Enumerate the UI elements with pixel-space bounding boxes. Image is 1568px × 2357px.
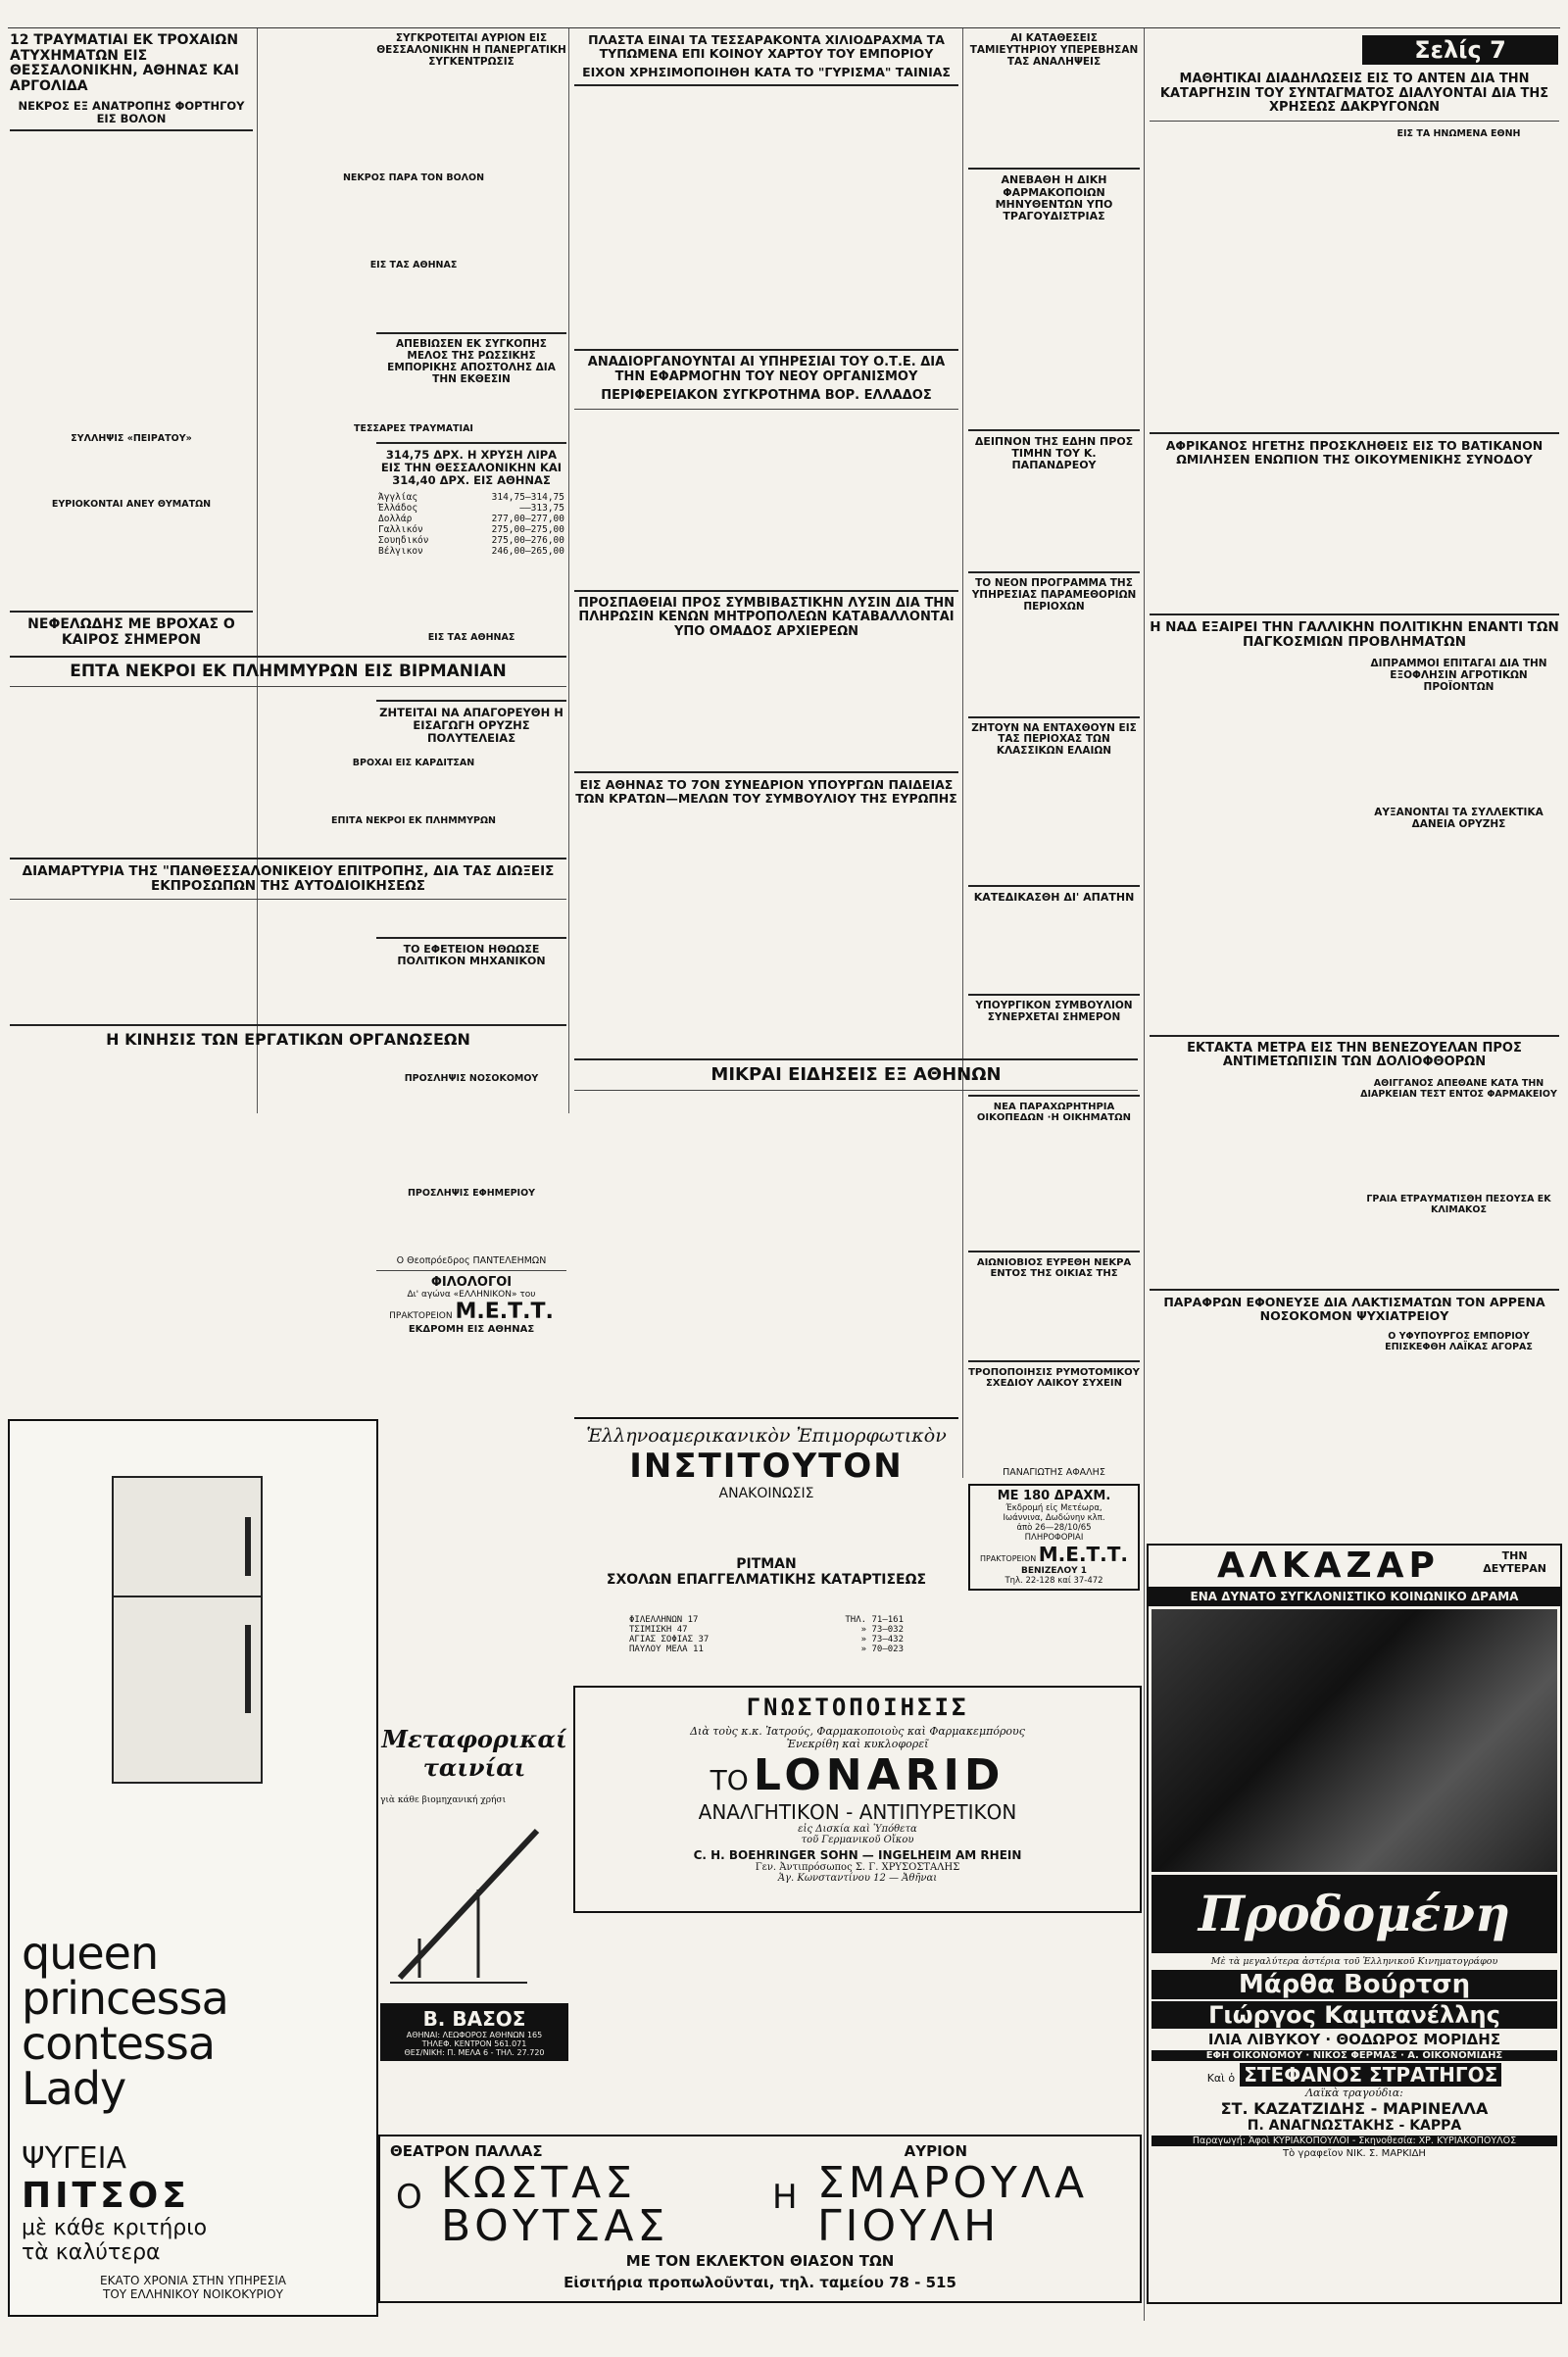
ad-line: Λαϊκὰ τραγούδια: bbox=[1305, 2087, 1403, 2099]
subheading: ΤΕΣΣΑΡΕΣ ΤΡΑΥΜΑΤΙΑΙ bbox=[354, 423, 473, 434]
vasos-ad bbox=[380, 1725, 568, 2102]
ad-phone: ΤΗΛΕΦ. ΚΕΝΤΡΟΝ 561.071 bbox=[421, 2039, 527, 2048]
ad-title: ΓΝΩΣΤΟΠΟΙΗΣΙΣ bbox=[746, 1694, 969, 1721]
rate-row: Άγγλίας 314,75—314,75 bbox=[378, 491, 564, 503]
ad-address: ΒΕΝΙΖΕΛΟΥ 1 bbox=[1020, 1565, 1088, 1576]
actor-name: ΓΙΟΥΛΗ bbox=[817, 2201, 1001, 2251]
cast-line: ΜΕ ΤΟΝ ΕΚΛΕΚΤΟΝ ΘΙΑΣΟΝ ΤΩΝ bbox=[625, 2252, 895, 2270]
subheading: ΠΡΟΣΛΗΨΙΣ ΕΦΗΜΕΡΙΟΥ bbox=[407, 1188, 536, 1200]
ad-line: Έκδρομή εἰς Μετέωρα, bbox=[1005, 1502, 1102, 1513]
headline: ΑΝΕΒΑΘΗ Η ΔΙΚΗ ΦΑΡΜΑΚΟΠΟΙΩΝ ΜΗΝΥΘΕΝΤΩΝ ΥΠΟ ΤΡΑΓΟΥΔΙΣΤΡΙΑΣ bbox=[995, 173, 1113, 223]
show-date: ΤΗΝ bbox=[1501, 1549, 1528, 1562]
singers: Π. ΑΝΑΓΝΩΣΤΑΚΗΣ - ΚΑΡΡΑ bbox=[1247, 2118, 1462, 2134]
show-date: ΑΥΡΙΟΝ bbox=[904, 2142, 967, 2160]
headline: 12 ΤΡΑΥΜΑΤΙΑΙ ΕΚ ΤΡΟΧΑΙΩΝ ΑΤΥΧΗΜΑΤΩΝ ΕΙΣ ΘΕΣΣΑΛΟΝΙΚΗΝ, ΑΘΗΝΑΣ ΚΑΙ ΑΡΓΟΛΙΔΑ bbox=[10, 32, 239, 95]
headline: ΑΙΩΝΙΟΒΙΟΣ ΕΥΡΕΘΗ ΝΕΚΡΑ ΕΝΤΟΣ ΤΗΣ ΟΙΚΙΑΣ ΤΗΣ bbox=[976, 1257, 1132, 1280]
headline: ΝΕΦΕΛΩΔΗΣ ΜΕ ΒΡΟΧΑΣ Ο ΚΑΙΡΟΣ ΣΗΜΕΡΟΝ bbox=[27, 616, 235, 649]
ad-line: ΨΥΓΕΙΑ bbox=[22, 2141, 126, 2176]
ad-tag: ΕΚΔΡΟΜΗ ΕΙΣ ΑΘΗΝΑΣ bbox=[408, 1324, 535, 1336]
ad-footer: ΤΟΥ ΕΛΛΗΝΙΚΟΥ ΝΟΙΚΟΚΥΡΙΟΥ bbox=[103, 2287, 283, 2301]
headline: ΔΙΑΜΑΡΤΥΡΙΑ ΤΗΣ "ΠΑΝΘΕΣΣΑΛΟΝΙΚΕΙΟΥ ΕΠΙΤΡΟΠΗΣ, ΔΙΑ ΤΑΣ ΔΙΩΞΕΙΣ ΕΚΠΡΟΣΩΠΩΝ ΤΗΣ ΑΥΤΟΔΙΟΙΚΗΣΕΩΣ bbox=[22, 863, 555, 895]
headline: Η ΝΑΔ ΕΞΑΙΡΕΙ ΤΗΝ ΓΑΛΛΙΚΗΝ ΠΟΛΙΤΙΚΗΝ ΕΝΑΝΤΙ ΤΩΝ ΠΑΓΚΟΣΜΙΩΝ ΠΡΟΒΛΗΜΑΤΩΝ bbox=[1150, 618, 1559, 650]
headline: ΤΟ ΕΦΕΤΕΙΟΝ ΗΘΩΩΣΕ ΠΟΛΙΤΙΚΟΝ ΜΗΧΑΝΙΚΟΝ bbox=[397, 942, 546, 967]
headline: ΔΕΙΠΝΟΝ ΤΗΣ ΕΔΗΝ ΠΡΟΣ ΤΙΜΗΝ ΤΟΥ Κ. ΠΑΠΑΝΔΡΕΟΥ bbox=[974, 434, 1134, 472]
philology-ad bbox=[376, 1275, 566, 1335]
headline: 314,75 ΔΡΧ. Η ΧΡΥΣΗ ΛΙΡΑ ΕΙΣ ΤΗΝ ΘΕΣΣΑΛΟΝΙΚΗΝ ΚΑΙ 314,40 ΔΡΧ. ΕΙΣ ΑΘΗΝΑΣ bbox=[380, 448, 563, 487]
subheading: ΓΡΑΙΑ ΕΤΡΑΥΜΑΤΙΣΘΗ ΠΕΣΟΥΣΑ ΕΚ ΚΛΙΜΑΚΟΣ bbox=[1366, 1193, 1551, 1215]
actor-name: ΚΩΣΤΑΣ bbox=[441, 2158, 637, 2208]
poster-photo bbox=[1152, 1609, 1557, 1872]
film-title: Προδομένη bbox=[1152, 1875, 1557, 1953]
product-name: LONARID bbox=[753, 1750, 1005, 1800]
rate-row: Βέλγικον 246,00—265,00 bbox=[378, 545, 564, 557]
pitsos-fridge-ad bbox=[8, 1419, 378, 2317]
ad-address: ΘΕΣ/ΝΙΚΗ: Π. ΜΕΛΑ 6 - ΤΗΛ. 27.720 bbox=[404, 2048, 545, 2057]
ad-address: ΑΘΗΝΑΙ: ΛΕΩΦΟΡΟΣ ΑΘΗΝΩΝ 165 bbox=[406, 2031, 543, 2039]
subheading: ΑΘΙΓΓΑΝΟΣ ΑΠΕΘΑΝΕ ΚΑΤΑ ΤΗΝ ΔΙΑΡΚΕΙΑΝ ΤΕΣΤ ΕΝΤΟΣ ΦΑΡΜΑΚΕΙΟΥ bbox=[1360, 1077, 1557, 1100]
headline: ΤΡΟΠΟΠΟΙΗΣΙΣ ΡΥΜΟΤΟΜΙΚΟΥ ΣΧΕΔΙΟΥ ΛΑΙΚΟΥ ΣΥΧΕΙΝ bbox=[968, 1366, 1140, 1389]
star-name: Μάρθα Βούρτση bbox=[1152, 1970, 1557, 1999]
column-3 bbox=[376, 29, 566, 1695]
headline: ΕΚΤΑΚΤΑ ΜΕΤΡΑ ΕΙΣ ΤΗΝ ΒΕΝΕΖΟΥΕΛΑΝ ΠΡΟΣ ΑΝΤΙΜΕΤΩΠΙΣΙΝ ΤΩΝ ΔΟΛΙΟΦΘΟΡΩΝ bbox=[1187, 1040, 1522, 1070]
model-name: Lady bbox=[22, 2062, 126, 2115]
headline: ΖΗΤΕΙΤΑΙ ΝΑ ΑΠΑΓΟΡΕΥΘΗ Η ΕΙΣΑΓΩΓΗ ΟΡΥΖΗΣ ΠΟΛΥΤΕΛΕΙΑΣ bbox=[379, 705, 564, 745]
subheading: ΕΙΣ ΤΑΣ ΑΘΗΝΑΣ bbox=[427, 631, 515, 643]
ticket-line: Εἰσιτήρια προπωλοῦνται, τηλ. ταμείου 78 - 515 bbox=[564, 2274, 956, 2291]
ad-title: ταινίαι bbox=[422, 1753, 526, 1782]
brand-logo: Β. ΒΑΣΟΣ bbox=[422, 2007, 526, 2031]
center-section bbox=[574, 29, 958, 941]
ad-title: ΙΝΣΤΙΤΟΥΤΟΝ bbox=[629, 1447, 904, 1486]
subheading: ΠΡΟΣΛΗΨΙΣ ΝΟΣΟΚΟΜΟΥ bbox=[404, 1073, 539, 1085]
page-label: Σελίς 7 bbox=[1362, 35, 1558, 65]
rate-row: Έλλάδος ——313,75 bbox=[378, 502, 564, 514]
ad-line: Ιωάννινα, Δωδώνην κλπ. bbox=[1003, 1512, 1105, 1523]
branch-row: ΤΣΙΜΙΣΚΗ 47 » 73—032 bbox=[629, 1625, 904, 1635]
ad-address: Ἁγ. Κωνσταντίνου 12 — Ἀθῆναι bbox=[777, 1873, 938, 1884]
ad-company: C. H. BOEHRINGER SOHN — INGELHEIM AM RHEIN bbox=[693, 1848, 1022, 1862]
branch-row: ΠΑΥΛΟΥ ΜΕΛΑ 11 » 70—023 bbox=[629, 1645, 904, 1654]
ad-slogan: μὲ κάθε κριτήριο bbox=[22, 2216, 208, 2240]
actor-name: ΣΜΑΡΟΥΛΑ bbox=[817, 2158, 1089, 2208]
actor-article: Ο bbox=[396, 2178, 422, 2217]
actor-name: ΒΟΥΤΣΑΣ bbox=[441, 2201, 669, 2251]
ad-brand: Μ.Ε.Τ.Τ. bbox=[455, 1300, 554, 1325]
column-1 bbox=[10, 29, 253, 1098]
cast-line: ΙΛΙΑ ΛΙΒΥΚΟΥ · ΘΟΔΩΡΟΣ ΜΟΡΙΔΗΣ bbox=[1207, 2031, 1501, 2048]
ad-title: ΜΕ 180 ΔΡΑΧΜ. bbox=[997, 1488, 1111, 1503]
rate-row: Σουηδικόν 275,00—276,00 bbox=[378, 534, 564, 546]
headline: Η ΚΙΝΗΣΙΣ ΤΩΝ ΕΡΓΑΤΙΚΩΝ ΟΡΓΑΝΩΣΕΩΝ bbox=[106, 1030, 470, 1049]
theatre-name: ΘΕΑΤΡΟΝ ΠΑΛΛΑΣ bbox=[390, 2142, 543, 2160]
headline: ΤΟ ΝΕΟΝ ΠΡΟΓΡΑΜΜΑ ΤΗΣ ΥΠΗΡΕΣΙΑΣ ΠΑΡΑΜΕΘΟΡΙΩΝ ΠΕΡΙΟΧΩΝ bbox=[971, 577, 1137, 613]
headline: ΕΠΤΑ ΝΕΚΡΟΙ ΕΚ ΠΛΗΜΜΥΡΩΝ ΕΙΣ ΒΙΡΜΑΝΙΑΝ bbox=[70, 662, 507, 681]
ad-slogan: τὰ καλύτερα bbox=[22, 2240, 161, 2265]
ad-subtitle: ΣΧΟΛΩΝ ΕΠΑΓΓΕΛΜΑΤΙΚΗΣ ΚΑΤΑΡΤΙΣΕΩΣ bbox=[606, 1572, 927, 1588]
column-5 bbox=[968, 29, 1140, 1754]
ad-title: ΦΙΛΟΛΟΓΟΙ bbox=[430, 1275, 513, 1291]
ad-line: τοῦ Γερμανικοῦ Οἴκου bbox=[801, 1835, 914, 1845]
production-line: Παραγωγή: Ἀφοὶ ΚΥΡΙΑΚΟΠΟΥΛΟΙ - Σκηνοθεσία: ΧΡ. ΚΥΡΙΑΚΟΠΟΥΛΟΣ bbox=[1152, 2136, 1557, 2146]
branch-row: ΦΙΛΕΛΛΗΝΩΝ 17 ΤΗΛ. 71—161 bbox=[629, 1615, 904, 1625]
ad-line: Διὰ τοὺς κ.κ. Ἰατρούς, Φαρμακοποιοὺς καὶ Φαρμακεμπόρους bbox=[690, 1725, 1025, 1738]
ad-line: εἰς Δισκία καὶ Ὑπόθετα bbox=[798, 1824, 917, 1835]
branch-row: ΑΓΙΑΣ ΣΟΦΙΑΣ 37 » 73—432 bbox=[629, 1635, 904, 1645]
headline: ΑΝΑΔΙΟΡΓΑΝΟΥΝΤΑΙ ΑΙ ΥΠΗΡΕΣΙΑΙ ΤΟΥ Ο.Τ.Ε. ΔΙΑ ΤΗΝ ΕΦΑΡΜΟΓΗΝ ΤΟΥ ΝΕΟΥ ΟΡΓΑΝΙΣΜΟΥ bbox=[587, 355, 946, 384]
ad-line: Καὶ ὁ bbox=[1206, 2072, 1236, 2085]
singers: ΣΤ. ΚΑΖΑΤΖΙΔΗΣ - ΜΑΡΙΝΕΛΛΑ bbox=[1220, 2099, 1489, 2118]
ad-subtitle: ΑΝΑΚΟΙΝΩΣΙΣ bbox=[718, 1486, 814, 1501]
model-name: princessa bbox=[22, 1972, 228, 2025]
subheading: ΝΕΚΡΟΣ ΠΑΡΑ ΤΟΝ ΒΟΛΟΝ bbox=[342, 172, 485, 183]
cast-line: ΕΦΗ ΟΙΚΟΝΟΜΟΥ · ΝΙΚΟΣ ΦΕΡΜΑΣ · Α. ΟΙΚΟΝΟΜΙΔΗΣ bbox=[1152, 2050, 1557, 2061]
headline: ΝΕΚΡΟΣ ΕΞ ΑΝΑΤΡΟΠΗΣ ΦΟΡΤΗΓΟΥ ΕΙΣ ΒΟΛΟΝ bbox=[18, 98, 245, 125]
cinema-name: ΑΛΚΑΖΑΡ bbox=[1217, 1546, 1440, 1586]
product-type: ΑΝΑΛΓΗΤΙΚΟΝ - ΑΝΤΙΠΥΡΕΤΙΚΟΝ bbox=[698, 1800, 1017, 1824]
ad-brand: PITMAN bbox=[736, 1556, 797, 1572]
ad-line: γιὰ κάθε βιομηχανική χρήσι bbox=[380, 1795, 507, 1805]
headline: ΕΙΧΟΝ ΧΡΗΣΙΜΟΠΟΙΗΘΗ ΚΑΤΑ ΤΟ "ΓΥΡΙΣΜΑ" ΤΑΙΝΙΑΣ bbox=[582, 65, 951, 79]
subheading: ΕΠΙΤΑ ΝΕΚΡΟΙ ΕΚ ΠΛΗΜΜΥΡΩΝ bbox=[331, 815, 496, 826]
ad-line: ἀπὸ 26—28/10/65 bbox=[1016, 1522, 1092, 1533]
headline: ΜΑΘΗΤΙΚΑΙ ΔΙΑΔΗΛΩΣΕΙΣ ΕΙΣ ΤΟ ΑΝΤΕΝ ΔΙΑ ΤΗΝ ΚΑΤΑΡΓΗΣΙΝ ΤΟΥ ΣΥΝΤΑΓΜΑΤΟΣ ΔΙΑΛΥΟΝΤΑΙ ΔΙΑ ΤΗΣ ΧΡΗΣΕΩΣ ΔΑΚΡΥΓΟΝΩΝ bbox=[1159, 72, 1549, 116]
headline: ΕΙΣ ΑΘΗΝΑΣ ΤΟ 7ΟΝ ΣΥΝΕΔΡΙΟΝ ΥΠΟΥΡΓΩΝ ΠΑΙΔΕΙΑΣ ΤΩΝ ΚΡΑΤΩΝ—ΜΕΛΩΝ ΤΟΥ ΣΥΜΒΟΥΛΙΟΥ ΤΗΣ ΕΥΡΩΠΗΣ bbox=[575, 777, 957, 807]
star-name: Γιώργος Καμπανέλλης bbox=[1152, 2001, 1557, 2029]
conveyor-illustration bbox=[380, 1811, 566, 1997]
distributor-line: Τὸ γραφεῖον ΝΙΚ. Σ. ΜΑΡΚΙΔΗ bbox=[1283, 2148, 1426, 2159]
mett-ad bbox=[968, 1484, 1140, 1591]
signature: ΠΑΝΑΓΙΩΤΗΣ ΑΦΑΛΗΣ bbox=[1003, 1466, 1105, 1478]
ad-title: Ἑλληνοαμερικανικὸν Ἐπιμορφωτικὸν bbox=[586, 1425, 947, 1447]
subheading: ΒΡΟΧΑΙ ΕΙΣ ΚΑΡΔΙΤΣΑΝ bbox=[352, 758, 475, 768]
ad-footer: ΕΚΑΤΟ ΧΡΟΝΙΑ ΣΤΗΝ ΥΠΗΡΕΣΙΑ bbox=[100, 2274, 286, 2287]
theatre-pallas-ad bbox=[378, 2135, 1142, 2303]
headline: ΠΡΟΣΠΑΘΕΙΑΙ ΠΡΟΣ ΣΥΜΒΙΒΑΣΤΙΚΗΝ ΛΥΣΙΝ ΔΙΑ ΤΗΝ ΠΛΗΡΩΣΙΝ ΚΕΝΩΝ ΜΗΤΡΟΠΟΛΕΩΝ ΚΑΤΑΒΑΛΛΟΝΤΑΙ ΥΠΟ ΟΜΑΔΟΣ ΑΡΧΙΕΡΕΩΝ bbox=[578, 595, 955, 639]
headline: ΚΑΤΕΔΙΚΑΣΘΗ ΔΙ' ΑΠΑΤΗΝ bbox=[973, 890, 1135, 904]
subheading: ΔΙΠΡΑΜΜΟΙ ΕΠΙΤΑΓΑΙ ΔΙΑ ΤΗΝ ΕΞΟΦΛΗΣΙΝ ΑΓΡΟΤΙΚΩΝ ΠΡΟΪΟΝΤΩΝ bbox=[1370, 657, 1547, 693]
star-name: ΣΤΕΦΑΝΟΣ ΣΤΡΑΤΗΓΟΣ bbox=[1240, 2063, 1501, 2087]
ad-line: Δι' αγώνα «ΕΛΛΗΝΙΚΟΝ» του bbox=[407, 1290, 536, 1301]
ad-info-box bbox=[380, 2003, 568, 2061]
subheading: ΕΥΡΙΟΚΟΝΤΑΙ ΑΝΕΥ ΘΥΜΑΤΩΝ bbox=[51, 499, 212, 511]
ad-title: Μεταφορικαί bbox=[381, 1725, 567, 1753]
actor-article: Η bbox=[772, 2178, 798, 2217]
alkazar-cinema-ad bbox=[1147, 1544, 1562, 2304]
headline: ΠΕΡΙΦΕΡΕΙΑΚΟΝ ΣΥΓΚΡΟΤΗΜΑ ΒΟΡ. ΕΛΛΑΔΟΣ bbox=[601, 388, 932, 404]
institute-ad bbox=[574, 1417, 958, 1672]
ad-prefix: ΠΡΑΚΤΟΡΕΙΟΝ bbox=[979, 1553, 1037, 1563]
headline: ΝΕΑ ΠΑΡΑΧΩΡΗΤΗΡΙΑ ΟΙΚΟΠΕΔΩΝ ·Η ΟΙΚΗΜΑΤΩΝ bbox=[976, 1101, 1132, 1123]
subheading: ΣΥΛΛΗΨΙΣ «ΠΕΙΡΑΤΟΥ» bbox=[71, 433, 192, 445]
model-name: queen bbox=[22, 1927, 159, 1980]
headline: ΥΠΟΥΡΓΙΚΟΝ ΣΥΜΒΟΥΛΙΟΝ ΣΥΝΕΡΧΕΤΑΙ ΣΗΜΕΡΟΝ bbox=[975, 1000, 1133, 1023]
signature: Ο Θεοπρόεδρος ΠΑΝΤΕΛΕΗΜΩΝ bbox=[396, 1255, 547, 1267]
lonarid-ad bbox=[573, 1686, 1142, 1913]
ad-brand: Μ.Ε.Τ.Τ. bbox=[1038, 1542, 1129, 1566]
headline: ΣΥΓΚΡΟΤΕΙΤΑΙ ΑΥΡΙΟΝ ΕΙΣ ΘΕΣΣΑΛΟΝΙΚΗΝ Η ΠΑΝΕΡΓΑΤΙΚΗ ΣΥΓΚΕΝΤΡΩΣΙΣ bbox=[376, 32, 566, 68]
headline: ΜΙΚΡΑΙ ΕΙΔΗΣΕΙΣ ΕΞ ΑΘΗΝΩΝ bbox=[710, 1064, 1002, 1085]
subheading: ΕΙΣ ΤΑ ΗΝΩΜΕΝΑ ΕΘΝΗ bbox=[1396, 127, 1521, 139]
headline: ΠΑΡΑΦΡΩΝ ΕΦΟΝΕΥΣΕ ΔΙΑ ΛΑΚΤΙΣΜΑΤΩΝ ΤΟΝ ΑΡΡΕΝΑ ΝΟΣΟΚΟΜΟΝ ΨΥΧΙΑΤΡΕΙΟΥ bbox=[1163, 1294, 1545, 1323]
column-6 bbox=[1150, 69, 1559, 1517]
ad-rep: Γεν. Ἀντιπρόσωπος Σ. Γ. ΧΡΥΣΟΣΤΑΛΗΣ bbox=[755, 1862, 960, 1873]
rate-row: Γαλλικόν 275,00—275,00 bbox=[378, 523, 564, 535]
ad-line: ΠΛΗΡΟΦΟΡΙΑΙ bbox=[1024, 1532, 1084, 1543]
headline: ΖΗΤΟΥΝ ΝΑ ΕΝΤΑΧΘΟΥΝ ΕΙΣ ΤΑΣ ΠΕΡΙΟΧΑΣ ΤΩΝ ΚΛΑΣΣΙΚΩΝ ΕΛΑΙΩΝ bbox=[971, 721, 1137, 758]
headline: ΠΛΑΣΤΑ ΕΙΝΑΙ ΤΑ ΤΕΣΣΑΡΑΚΟΝΤΑ ΧΙΛΙΟΔΡΑΧΜΑ ΤΑ ΤΥΠΩΜΕΝΑ ΕΠΙ ΚΟΙΝΟΥ ΧΑΡΤΟΥ ΤΟΥ ΕΜΠΟΡΙΟΥ bbox=[588, 32, 945, 61]
rate-row: Δολλάρ 277,00—277,00 bbox=[378, 513, 564, 524]
subheading: Ο ΥΦΥΠΟΥΡΓΟΣ ΕΜΠΟΡΙΟΥ ΕΠΙΣΚΕΦΘΗ ΛΑΪΚΑΣ ΑΓΟΡΑΣ bbox=[1385, 1330, 1533, 1352]
headline: ΑΙ ΚΑΤΑΘΕΣΕΙΣ ΤΑΜΙΕΥΤΗΡΙΟΥ ΥΠΕΡΕΒΗΣΑΝ ΤΑΣ ΑΝΑΛΗΨΕΙΣ bbox=[969, 32, 1139, 68]
ad-line: Μὲ τὰ μεγαλύτερα ἀστέρια τοῦ Ἑλληνικοῦ Κινηματογράφου bbox=[1210, 1956, 1498, 1967]
ad-prefix: ΠΡΑΚΤΟΡΕΙΟΝ bbox=[389, 1311, 453, 1322]
model-name: contessa bbox=[22, 2017, 216, 2070]
gold-rates bbox=[378, 492, 564, 557]
ad-line: Ἐνεκρίθη καὶ κυκλοφορεῖ bbox=[786, 1738, 929, 1750]
subheading: ΑΥΞΑΝΟΝΤΑΙ ΤΑ ΣΥΛΛΕΚΤΙΚΑ ΔΑΝΕΙΑ ΟΡΥΖΗΣ bbox=[1374, 806, 1544, 830]
ad-article: ΤΟ bbox=[710, 1764, 749, 1796]
branch-list bbox=[629, 1615, 904, 1654]
headline: ΑΠΕΒΙΩΣΕΝ ΕΚ ΣΥΓΚΟΠΗΣ ΜΕΛΟΣ ΤΗΣ ΡΩΣΣΙΚΗΣ ΕΜΠΟΡΙΚΗΣ ΑΠΟΣΤΟΛΗΣ ΔΙΑ ΤΗΝ ΕΚΘΕΣΙΝ bbox=[387, 338, 556, 385]
brand-logo: ΠΙΤΣΟΣ bbox=[22, 2176, 190, 2216]
ad-phone: Τηλ. 22-128 καί 37-472 bbox=[1004, 1575, 1103, 1586]
tagline: ΕΝΑ ΔΥΝΑΤΟ ΣΥΓΚΛΟΝΙΣΤΙΚΟ ΚΟΙΝΩΝΙΚΟ ΔΡΑΜΑ bbox=[1149, 1587, 1560, 1606]
show-date: ΔΕΥΤΕΡΑΝ bbox=[1483, 1562, 1546, 1575]
subheading: ΕΙΣ ΤΑΣ ΑΘΗΝΑΣ bbox=[369, 260, 458, 270]
fridge-illustration bbox=[112, 1476, 263, 1784]
headline: ΑΦΡΙΚΑΝΟΣ ΗΓΕΤΗΣ ΠΡΟΣΚΛΗΘΕΙΣ ΕΙΣ ΤΟ ΒΑΤΙΚΑΝΟΝ ΩΜΙΛΗΣΕΝ ΕΝΩΠΙΟΝ ΤΗΣ ΟΙΚΟΥΜΕΝΙΚΗΣ ΣΥΝΟΔΟΥ bbox=[1165, 437, 1544, 466]
